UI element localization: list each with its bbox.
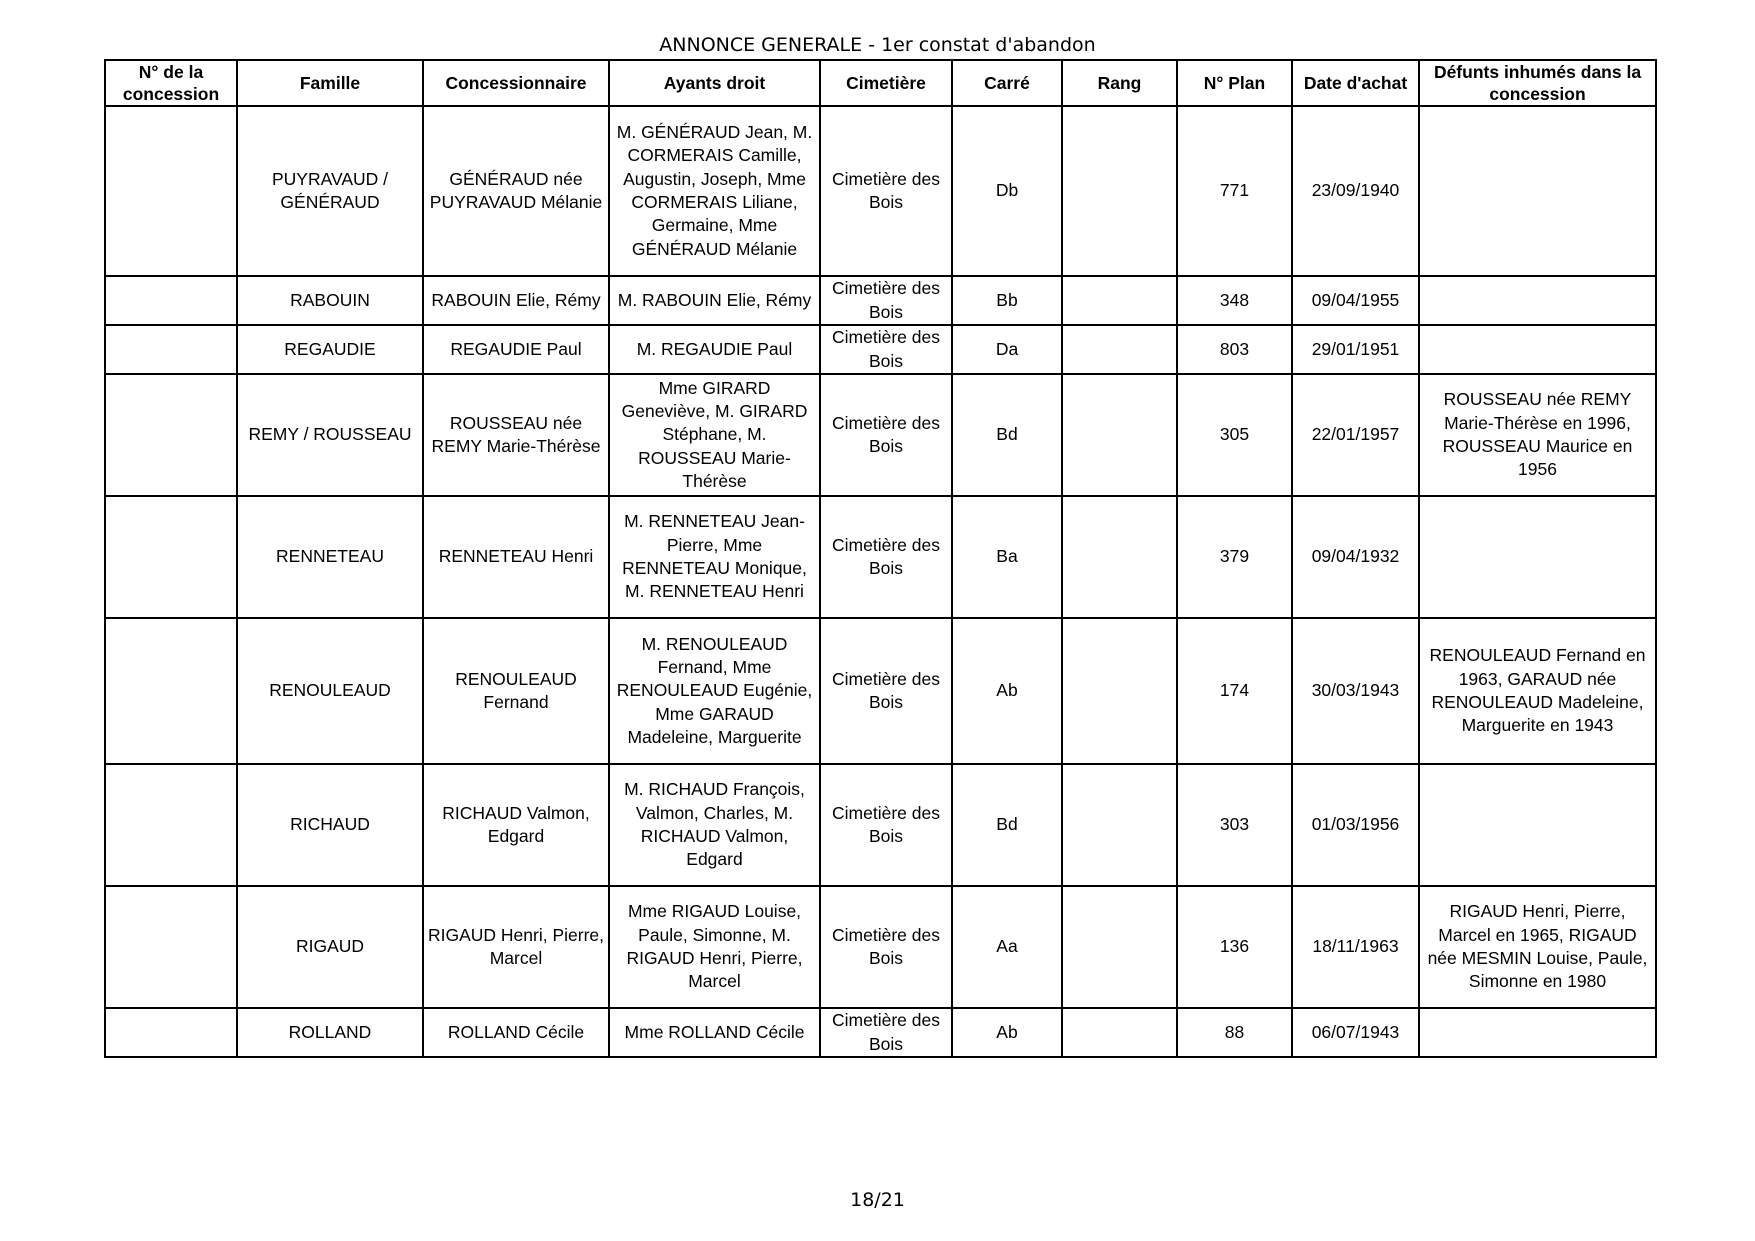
cell-cimetiere: Cimetière des Bois [820,764,952,886]
column-header-defunts: Défunts inhumés dans la concession [1419,60,1656,106]
cell-rang [1062,618,1177,764]
column-header-concessionnaire: Concessionnaire [423,60,609,106]
cell-famille: ROLLAND [237,1008,423,1057]
cell-plan: 88 [1177,1008,1292,1057]
cell-ayants-droit: Mme GIRARD Geneviève, M. GIRARD Stéphane, M. ROUSSEAU Marie-Thérèse [609,374,820,496]
cell-ayants-droit: Mme ROLLAND Cécile [609,1008,820,1057]
table-row [105,374,1656,496]
cell-cimetiere: Cimetière des Bois [820,276,952,325]
table-row [105,325,1656,374]
cell-famille: RENNETEAU [237,496,423,618]
cell-cimetiere: Cimetière des Bois [820,618,952,764]
cell-rang [1062,276,1177,325]
cell-cimetiere: Cimetière des Bois [820,374,952,496]
cell-famille: REGAUDIE [237,325,423,374]
cell-cimetiere: Cimetière des Bois [820,496,952,618]
table-row [105,496,1656,618]
page-title: ANNONCE GENERALE - 1er constat d'abandon [659,34,1096,56]
table-row [105,276,1656,325]
cell-concession-number [105,276,237,325]
cell-plan: 305 [1177,374,1292,496]
cell-concessionnaire: RICHAUD Valmon, Edgard [423,764,609,886]
cell-concessionnaire: REGAUDIE Paul [423,325,609,374]
cell-famille: PUYRAVAUD / GÉNÉRAUD [237,106,423,276]
cell-defunts: RIGAUD Henri, Pierre, Marcel en 1965, RIGAUD née MESMIN Louise, Paule, Simonne en 1980 [1419,886,1656,1008]
cell-carre: Ab [952,1008,1062,1057]
cell-famille: RICHAUD [237,764,423,886]
cell-concessionnaire: ROUSSEAU née REMY Marie-Thérèse [423,374,609,496]
cell-famille: REMY / ROUSSEAU [237,374,423,496]
cell-rang [1062,374,1177,496]
cell-carre: Ab [952,618,1062,764]
cell-defunts [1419,106,1656,276]
cell-plan: 136 [1177,886,1292,1008]
cell-ayants-droit: M. GÉNÉRAUD Jean, M. CORMERAIS Camille, Augustin, Joseph, Mme CORMERAIS Liliane, Germaine, Mme GÉNÉRAUD Mélanie [609,106,820,276]
cell-date-achat: 01/03/1956 [1292,764,1419,886]
cell-defunts: ROUSSEAU née REMY Marie-Thérèse en 1996, ROUSSEAU Maurice en 1956 [1419,374,1656,496]
concessions-table [104,59,1657,1058]
cell-date-achat: 18/11/1963 [1292,886,1419,1008]
cell-concessionnaire: RENOULEAUD Fernand [423,618,609,764]
cell-carre: Bb [952,276,1062,325]
cell-cimetiere: Cimetière des Bois [820,1008,952,1057]
column-header-plan: N° Plan [1177,60,1292,106]
page-number: 18/21 [850,1189,905,1211]
cell-carre: Bd [952,764,1062,886]
cell-rang [1062,106,1177,276]
column-header-concession-number: N° de la concession [105,60,237,106]
cell-defunts: RENOULEAUD Fernand en 1963, GARAUD née RENOULEAUD Madeleine, Marguerite en 1943 [1419,618,1656,764]
table-row [105,1008,1656,1057]
cell-defunts [1419,496,1656,618]
cell-date-achat: 09/04/1955 [1292,276,1419,325]
cell-concession-number [105,1008,237,1057]
cell-defunts [1419,764,1656,886]
cell-carre: Ba [952,496,1062,618]
table-header-row [105,60,1656,106]
column-header-carre: Carré [952,60,1062,106]
cell-plan: 803 [1177,325,1292,374]
cell-concessionnaire: RIGAUD Henri, Pierre, Marcel [423,886,609,1008]
table-row [105,764,1656,886]
cell-defunts [1419,1008,1656,1057]
cell-cimetiere: Cimetière des Bois [820,325,952,374]
cell-plan: 771 [1177,106,1292,276]
cell-rang [1062,886,1177,1008]
cell-date-achat: 06/07/1943 [1292,1008,1419,1057]
cell-ayants-droit: Mme RIGAUD Louise, Paule, Simonne, M. RIGAUD Henri, Pierre, Marcel [609,886,820,1008]
cell-concession-number [105,374,237,496]
cell-carre: Bd [952,374,1062,496]
column-header-cimetiere: Cimetière [820,60,952,106]
cell-concessionnaire: RENNETEAU Henri [423,496,609,618]
cell-concession-number [105,106,237,276]
cell-defunts [1419,325,1656,374]
cell-date-achat: 09/04/1932 [1292,496,1419,618]
table-row [105,106,1656,276]
cell-cimetiere: Cimetière des Bois [820,886,952,1008]
column-header-date-achat: Date d'achat [1292,60,1419,106]
cell-ayants-droit: M. RENNETEAU Jean-Pierre, Mme RENNETEAU Monique, M. RENNETEAU Henri [609,496,820,618]
column-header-famille: Famille [237,60,423,106]
cell-date-achat: 22/01/1957 [1292,374,1419,496]
cell-ayants-droit: M. REGAUDIE Paul [609,325,820,374]
cell-concession-number [105,618,237,764]
table-row [105,886,1656,1008]
column-header-ayants-droit: Ayants droit [609,60,820,106]
cell-famille: RIGAUD [237,886,423,1008]
cell-concession-number [105,496,237,618]
cell-rang [1062,496,1177,618]
cell-plan: 303 [1177,764,1292,886]
cell-plan: 348 [1177,276,1292,325]
cell-carre: Aa [952,886,1062,1008]
cell-date-achat: 29/01/1951 [1292,325,1419,374]
cell-rang [1062,325,1177,374]
cell-rang [1062,764,1177,886]
cell-concessionnaire: RABOUIN Elie, Rémy [423,276,609,325]
column-header-rang: Rang [1062,60,1177,106]
cell-defunts [1419,276,1656,325]
cell-date-achat: 23/09/1940 [1292,106,1419,276]
table-row [105,618,1656,764]
cell-famille: RABOUIN [237,276,423,325]
cell-ayants-droit: M. RENOULEAUD Fernand, Mme RENOULEAUD Eugénie, Mme GARAUD Madeleine, Marguerite [609,618,820,764]
cell-concessionnaire: ROLLAND Cécile [423,1008,609,1057]
cell-carre: Db [952,106,1062,276]
cell-rang [1062,1008,1177,1057]
cell-concession-number [105,886,237,1008]
cell-carre: Da [952,325,1062,374]
cell-ayants-droit: M. RICHAUD François, Valmon, Charles, M. RICHAUD Valmon, Edgard [609,764,820,886]
cell-concession-number [105,764,237,886]
cell-concessionnaire: GÉNÉRAUD née PUYRAVAUD Mélanie [423,106,609,276]
cell-ayants-droit: M. RABOUIN Elie, Rémy [609,276,820,325]
cell-date-achat: 30/03/1943 [1292,618,1419,764]
cell-plan: 379 [1177,496,1292,618]
cell-plan: 174 [1177,618,1292,764]
cell-famille: RENOULEAUD [237,618,423,764]
cell-concession-number [105,325,237,374]
cell-cimetiere: Cimetière des Bois [820,106,952,276]
